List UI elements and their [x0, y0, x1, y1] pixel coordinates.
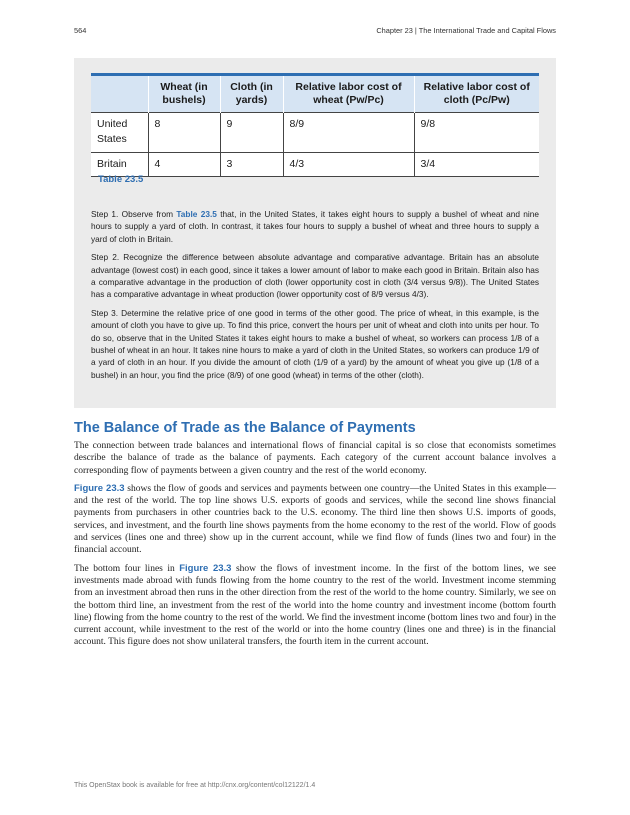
table-header-cell: Relative labor cost of cloth (Pc/Pw) — [414, 75, 539, 113]
table-cell: 9/8 — [414, 113, 539, 152]
example-box — [74, 58, 556, 408]
figure-link[interactable]: Figure 23.3 — [179, 562, 232, 574]
table-row — [91, 152, 539, 176]
step-1: Step 1. Observe from Table 23.5 that, in the United States, it takes eight hours to supply a bushel of wheat and nine hours to supply a yard of cloth. In contrast, it takes four hours to supply a bushel of wheat and three hours to supply a yard of cloth in Britain. — [91, 209, 539, 244]
steps-text — [91, 208, 539, 387]
section-body — [74, 440, 556, 655]
data-table — [91, 73, 539, 177]
table-cell: 4 — [148, 152, 220, 176]
table-cell: 8/9 — [283, 113, 414, 152]
footer-note: This OpenStax book is available for free at http://cnx.org/content/col12122/1.4 — [74, 782, 316, 789]
step-3: Step 3. Determine the relative price of one good in terms of the other good. The price of wheat, in this example, is the amount of cloth you have to give up. To find this price, convert the hours per unit of wheat and cloth into units per hour. To do so, observe that in the United States it takes eight hours to make a bushel of wheat, so workers can process 1/8 of a bushel of wheat in an hour. It takes nine hours to make a yard of cloth in the United States, so workers can produce 1/9 of a yard of cloth in an hour. If you divide the amount of cloth (1/9 of a yard) by the amount of wheat you give up (1/8 of a bushel) in an hour, you find the price (8/9) of one good (wheat) in terms of the other (cloth). — [91, 307, 539, 380]
table-cell: United States — [91, 113, 148, 152]
table-cell: Britain — [91, 152, 148, 176]
table-header-row — [91, 75, 539, 113]
chapter-header: Chapter 23 | The International Trade and Capital Flows — [376, 26, 556, 35]
table-cell: 4/3 — [283, 152, 414, 176]
paragraph-2: Figure 23.3 shows the flow of goods and services and payments between one country—the United States in this example—and the rest of the world. The top line shows U.S. exports of goods and services, while the second line shows financial payments from purchasers in other countries back to the U.S. economy. The third line then shows U.S. imports of goods, services, and investment, and the fourth line shows payments from the home economy to the rest of the world. Flow of goods and services (lines one and three) show up in the current account, while we find flow of funds (lines two and four) in the financial account. — [74, 482, 556, 556]
figure-link[interactable]: Figure 23.3 — [74, 482, 125, 494]
table-caption: Table 23.5 — [98, 174, 144, 185]
paragraph-3: The bottom four lines in Figure 23.3 show the flows of investment income. In the first of the bottom lines, we see investments made abroad with funds flowing from the home country to the rest of the world. Investment income stemming from an investment abroad then runs in the other direction from the rest of the world to the home country. Similarly, we see on the bottom third line, an investment from the rest of the world into the home country and investment income (bottom fourth line) flowing from the home country to the rest of the world. We find the investment income (bottom lines two and four) in the current account, while investment to the rest of the world or into the home country (lines one and three) is in the financial account. This figure does not show unilateral transfers, the fourth item in the current account. — [74, 562, 556, 648]
section-title: The Balance of Trade as the Balance of Payments — [74, 420, 416, 436]
table-cell: 3 — [220, 152, 283, 176]
table-link[interactable]: Table 23.5 — [176, 209, 217, 219]
table-cell: 9 — [220, 113, 283, 152]
table-header-cell: Relative labor cost of wheat (Pw/Pc) — [283, 75, 414, 113]
table-header-cell: Cloth (in yards) — [220, 75, 283, 113]
table-header-cell — [91, 75, 148, 113]
table-row — [91, 113, 539, 152]
step-2: Step 2. Recognize the difference between absolute advantage and comparative advantage. Britain has an absolute advantage (lowest cost) in each good, since it takes a lower amount of labor to make each good in Britain. Britain also has a comparative advantage in the production of cloth (lower opportunity cost in cloth (3/4 versus 9/8)). The United States has a comparative advantage in wheat production (lower opportunity cost of 8/9 versus 4/3). — [91, 252, 539, 300]
page-number: 564 — [74, 26, 87, 35]
table-cell: 3/4 — [414, 152, 539, 176]
paragraph-1: The connection between trade balances and international flows of financial capital is so close that economists sometimes describe the balance of trade as the balance of payments. Each category of the current account balance involves a corresponding flow of payments between a given country and the rest of the world economy. — [74, 441, 556, 476]
table-header-cell: Wheat (in bushels) — [148, 75, 220, 113]
table-cell: 8 — [148, 113, 220, 152]
